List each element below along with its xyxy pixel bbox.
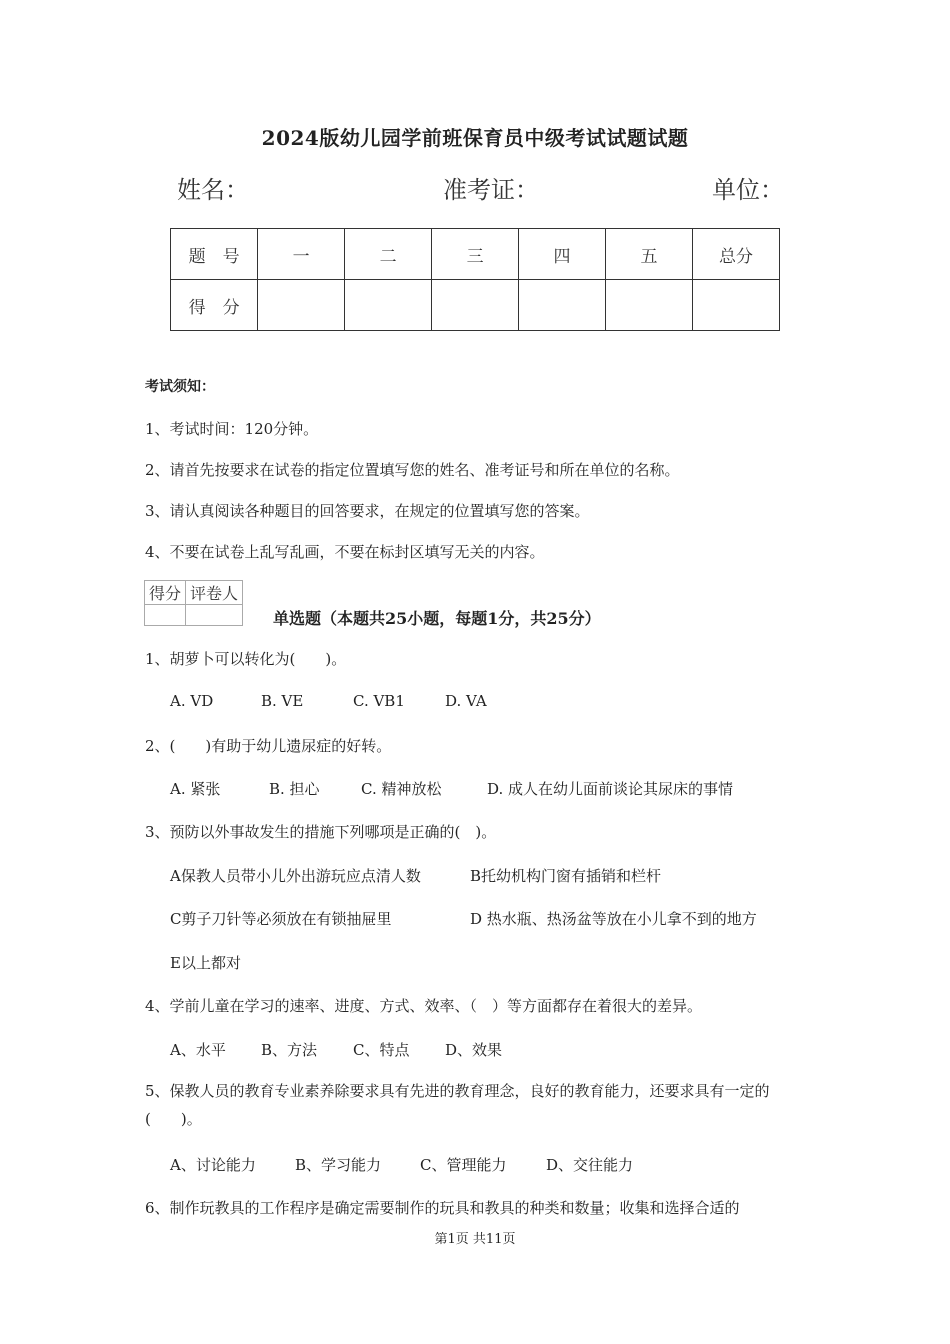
question-stem: 1、胡萝卜可以转化为( )。	[145, 650, 347, 668]
notice-item: 3、请认真阅读各种题目的回答要求，在规定的位置填写您的答案。	[145, 502, 590, 520]
grader-score-label: 得分	[145, 581, 186, 605]
question-option: C剪子刀针等必须放在有锁抽屉里	[170, 910, 392, 928]
question-option: C、特点	[353, 1041, 410, 1059]
section-heading: 单选题（本题共25小题，每题1分，共25分）	[273, 609, 601, 628]
exam-title: 2024版幼儿园学前班保育员中级考试试题试题	[261, 126, 689, 150]
score-header-cell: 四	[519, 229, 606, 280]
question-option: D. 成人在幼儿面前谈论其尿床的事情	[487, 780, 734, 798]
question-option: D. VA	[445, 692, 487, 710]
question-option: C. 精神放松	[361, 780, 442, 798]
score-header-cell: 三	[432, 229, 519, 280]
question-stem: 3、预防以外事故发生的措施下列哪项是正确的( )。	[145, 823, 497, 841]
notice-item: 1、考试时间：120分钟。	[145, 420, 319, 438]
grader-table	[144, 580, 243, 626]
score-row-label: 得 分	[171, 280, 258, 331]
page-footer: 第1页 共11页	[434, 1232, 516, 1247]
question-option: B. 担心	[269, 780, 320, 798]
score-header-cell: 总分	[692, 229, 779, 280]
question-option: D、交往能力	[546, 1156, 634, 1174]
score-blank-cell	[432, 280, 519, 331]
notice-title: 考试须知：	[145, 379, 215, 395]
score-blank-cell	[692, 280, 779, 331]
score-table	[170, 228, 780, 331]
question-option: A、讨论能力	[170, 1156, 256, 1174]
question-option: D、效果	[445, 1041, 503, 1059]
score-table-header-row	[171, 229, 780, 280]
score-table-score-row	[171, 280, 780, 331]
question-option: E以上都对	[170, 954, 241, 972]
question-option: B、学习能力	[295, 1156, 382, 1174]
question-option: C、管理能力	[420, 1156, 507, 1174]
name-label: 姓名：	[177, 176, 249, 204]
question-option: A、水平	[170, 1041, 226, 1059]
question-option: D 热水瓶、热汤盆等放在小儿拿不到的地方	[470, 910, 757, 928]
score-blank-cell	[606, 280, 693, 331]
grader-blank-cell	[145, 605, 186, 626]
score-header-cell: 二	[345, 229, 432, 280]
question-stem: 6、制作玩教具的工作程序是确定需要制作的玩具和教具的种类和数量；收集和选择合适的	[145, 1199, 740, 1217]
question-stem: 4、学前儿童在学习的速率、进度、方式、效率、（ ）等方面都存在着很大的差异。	[145, 997, 703, 1015]
question-option: C. VB1	[353, 692, 405, 710]
score-header-cell: 一	[258, 229, 345, 280]
unit-label: 单位：	[712, 176, 784, 204]
grader-reviewer-label: 评卷人	[186, 581, 243, 605]
score-blank-cell	[519, 280, 606, 331]
score-blank-cell	[258, 280, 345, 331]
score-blank-cell	[345, 280, 432, 331]
question-option: A. VD	[170, 692, 214, 710]
question-option: B、方法	[261, 1041, 318, 1059]
score-header-cell: 五	[606, 229, 693, 280]
question-stem: 2、( )有助于幼儿遗尿症的好转。	[145, 737, 392, 755]
question-option: A. 紧张	[170, 780, 221, 798]
notice-item: 2、请首先按要求在试卷的指定位置填写您的姓名、准考证号和所在单位的名称。	[145, 461, 680, 479]
score-header-cell: 题 号	[171, 229, 258, 280]
question-stem: 5、保教人员的教育专业素养除要求具有先进的教育理念，良好的教育能力，还要求具有一定的( )。	[145, 1082, 770, 1128]
notice-item: 4、不要在试卷上乱写乱画，不要在标封区填写无关的内容。	[145, 543, 545, 561]
exam-id-label: 准考证：	[443, 176, 539, 204]
question-option: B托幼机构门窗有插销和栏杆	[470, 867, 662, 885]
question-option: B. VE	[261, 692, 304, 710]
question-option: A保教人员带小儿外出游玩应点清人数	[170, 867, 421, 885]
grader-blank-cell	[186, 605, 243, 626]
